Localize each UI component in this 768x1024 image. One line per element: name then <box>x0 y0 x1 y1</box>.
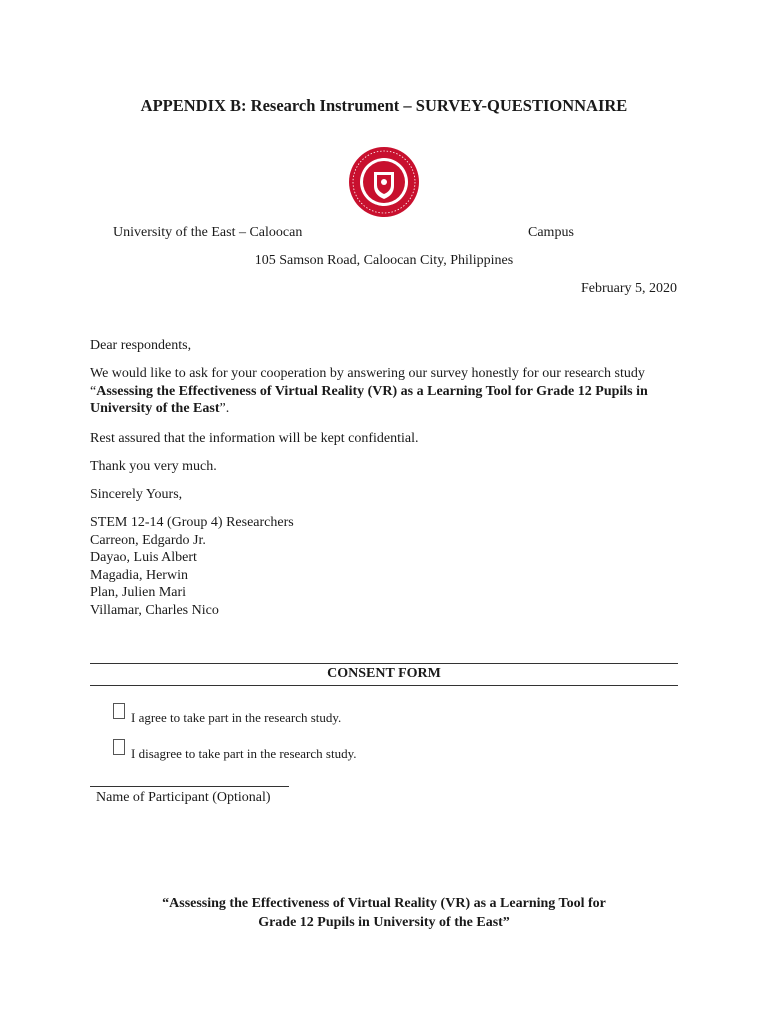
campus-name: University of the East – Caloocan <box>113 225 303 240</box>
researcher-name: Dayao, Luis Albert <box>90 550 197 565</box>
university-seal-logo <box>348 146 420 218</box>
divider-bottom <box>90 685 678 686</box>
letter-date: February 5, 2020 <box>580 281 677 296</box>
campus-label: Campus <box>528 225 574 240</box>
closing-line: Sincerely Yours, <box>90 487 183 502</box>
agree-checkbox[interactable] <box>113 703 125 719</box>
footer-study-title <box>0 894 768 932</box>
salutation: Dear respondents, <box>90 338 192 353</box>
researcher-name: Villamar, Charles Nico <box>90 602 219 618</box>
street-address: 105 Samson Road, Caloocan City, Philippines <box>254 253 514 268</box>
disagree-checkbox[interactable] <box>113 739 125 755</box>
researcher-name: Magadia, Herwin <box>90 567 188 583</box>
participant-name-line[interactable] <box>90 786 289 787</box>
agree-option-label: I agree to take part in the research study. <box>131 710 342 725</box>
intro-paragraph <box>90 365 690 418</box>
intro-end: ”. <box>219 401 230 416</box>
study-title: Assessing the Effectiveness of Virtual Reality (VR) as a Learning Tool for Grade 12 Pupils in University of the East <box>90 383 648 416</box>
participant-name-caption: Name of Participant (Optional) <box>96 790 271 805</box>
disagree-option-label: I disagree to take part in the research study. <box>131 746 357 761</box>
confidentiality-note: Rest assured that the information will be kept confidential. <box>90 431 419 446</box>
researcher-list <box>90 514 690 619</box>
footer-line-2: Grade 12 Pupils in University of the East” <box>258 915 510 930</box>
page-title: APPENDIX B: Research Instrument – SURVEY-QUESTIONNAIRE <box>140 96 628 115</box>
consent-form-title: CONSENT FORM <box>327 666 441 681</box>
researcher-name: Plan, Julien Mari <box>90 585 187 600</box>
footer-line-1: “Assessing the Effectiveness of Virtual Reality (VR) as a Learning Tool for <box>162 896 606 911</box>
researcher-name: Carreon, Edgardo Jr. <box>90 532 206 548</box>
thanks-line: Thank you very much. <box>90 459 217 474</box>
group-name: STEM 12-14 (Group 4) Researchers <box>90 515 294 530</box>
divider-top <box>90 663 678 664</box>
intro-text: We would like to ask for your cooperation by answering our survey honestly for our research study “ <box>90 366 645 399</box>
